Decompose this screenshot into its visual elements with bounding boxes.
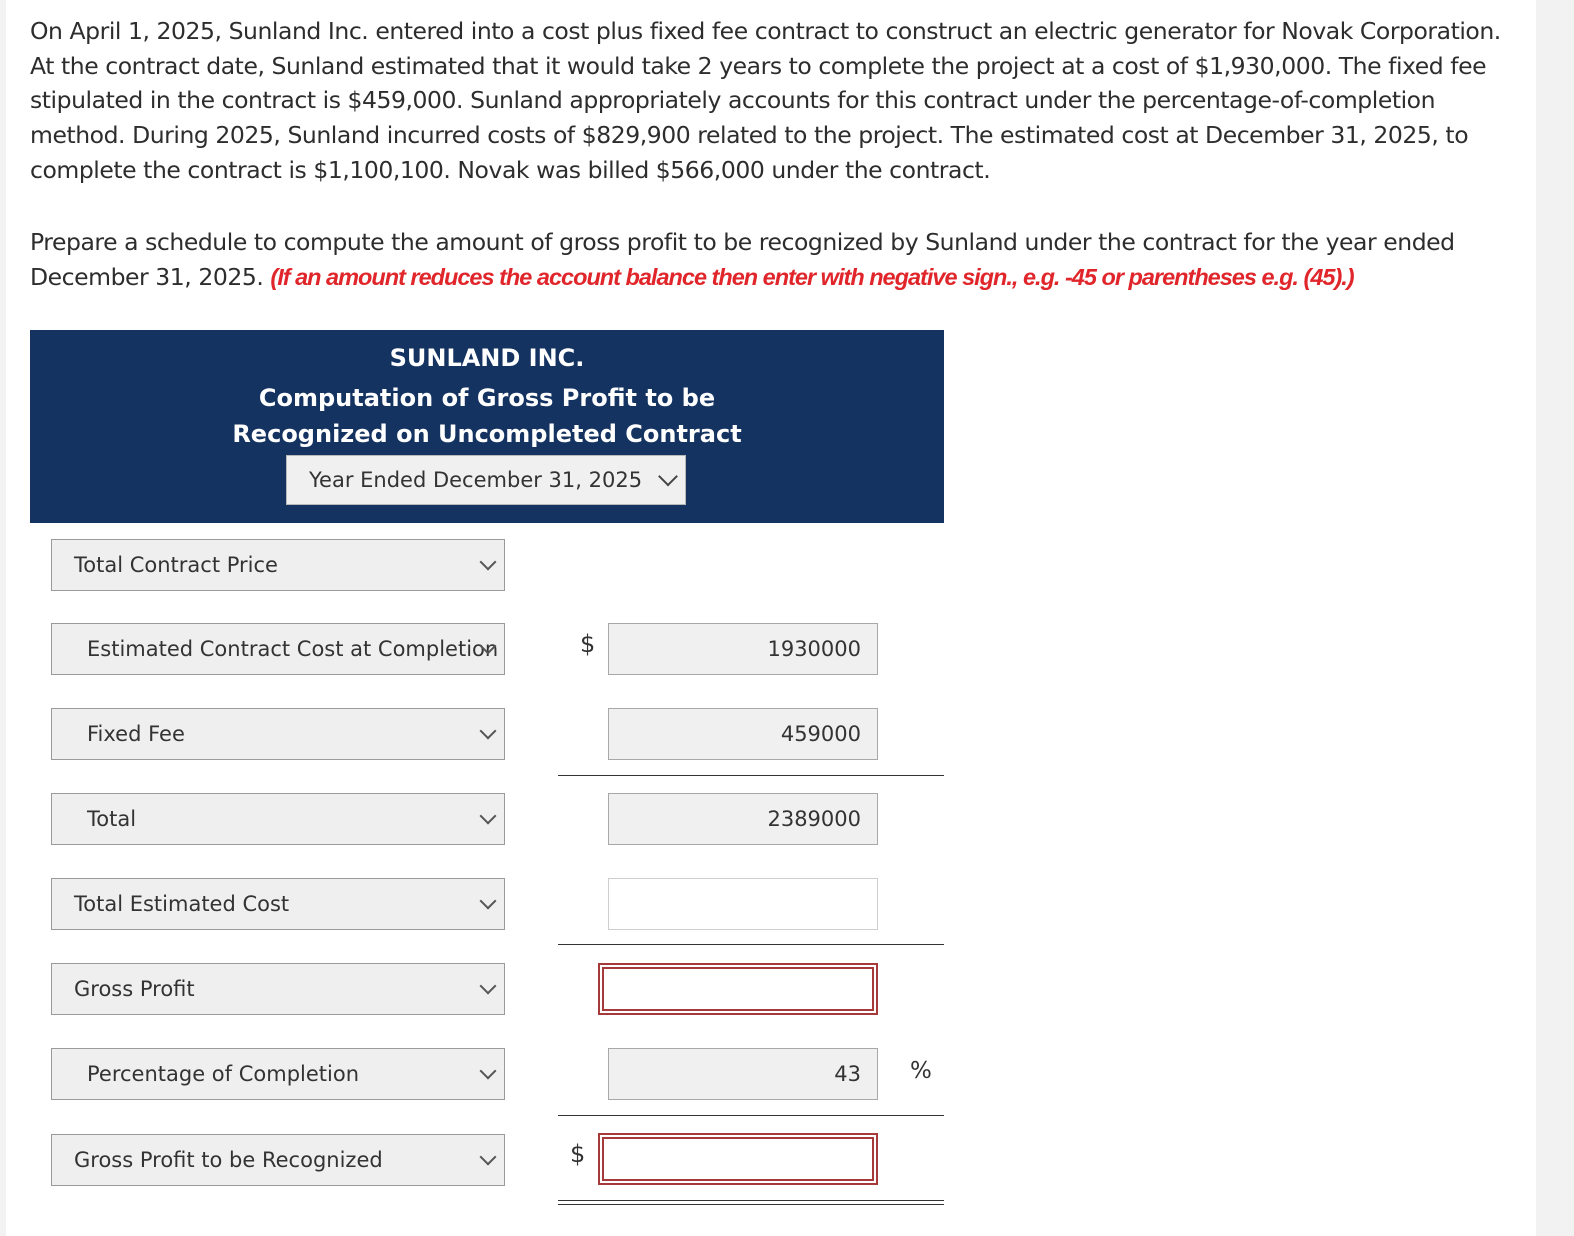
- amount-input-total[interactable]: [608, 793, 878, 845]
- row-label-select-total-estimated-cost[interactable]: [51, 878, 505, 930]
- amount-input-gross-profit[interactable]: [598, 963, 878, 1015]
- schedule-header: [30, 330, 944, 523]
- amount-input-percentage-of-completion[interactable]: [608, 1048, 878, 1100]
- amount-value: 2389000: [767, 807, 861, 831]
- row-label: Estimated Contract Cost at Completion: [87, 637, 499, 661]
- row-label-select-fixed-fee[interactable]: [51, 708, 505, 760]
- row-label-select-estimated-contract-cost[interactable]: [51, 623, 505, 675]
- row-label: Total Estimated Cost: [74, 892, 290, 916]
- period-select[interactable]: [286, 455, 686, 505]
- chevron-down-icon: [480, 808, 497, 825]
- dollar-sign: $: [570, 1140, 586, 1168]
- entry-instruction-note: (If an amount reduces the account balance then enter with negative sign., e.g. -45 or parentheses e.g. (45).): [270, 263, 1354, 290]
- row-label: Fixed Fee: [87, 722, 185, 746]
- amount-input-total-estimated-cost[interactable]: [608, 878, 878, 930]
- subtotal-rule: [558, 1115, 944, 1116]
- row-label-select-gross-profit-to-be-recognized[interactable]: [51, 1134, 505, 1186]
- subtotal-rule: [558, 775, 944, 776]
- subtotal-rule: [558, 944, 944, 945]
- row-label-select-total-contract-price[interactable]: [51, 539, 505, 591]
- chevron-down-icon: [480, 1149, 497, 1166]
- row-label-select-total[interactable]: [51, 793, 505, 845]
- row-label-select-percentage-of-completion[interactable]: [51, 1048, 505, 1100]
- amount-value: 459000: [780, 722, 861, 746]
- row-label: Gross Profit: [74, 977, 195, 1001]
- amount-input-estimated-contract-cost[interactable]: [608, 623, 878, 675]
- schedule-title: [30, 380, 944, 452]
- company-name: SUNLAND INC.: [389, 344, 585, 372]
- schedule-title-line2: Recognized on Uncompleted Contract: [232, 420, 742, 448]
- chevron-down-icon: [480, 723, 497, 740]
- row-label: Percentage of Completion: [87, 1062, 360, 1086]
- amount-value: 43: [834, 1062, 861, 1086]
- amount-input-fixed-fee[interactable]: [608, 708, 878, 760]
- chevron-down-icon: [480, 893, 497, 910]
- chevron-down-icon: [480, 1063, 497, 1080]
- prompt-text: Prepare a schedule to compute the amount of gross profit to be recognized by Sunland under the contract for the year ended December 31, 2025.: [30, 228, 1455, 291]
- problem-statement: [30, 14, 1520, 188]
- problem-paragraph: On April 1, 2025, Sunland Inc. entered into a cost plus fixed fee contract to construct an electric generator for Novak Corporation. At the contract date, Sunland estimated that it would take 2 years to complete the project at a cost of $1,930,000. The fixed fee stipulated in the contract is $459,000. Sunland appropriately accounts for this contract under the percentage-of-completion method. During 2025, Sunland incurred costs of $829,900 related to the project. The estimated cost at December 31, 2025, to complete the contract is $1,100,100. Novak was billed $566,000 under the contract.: [30, 17, 1501, 184]
- chevron-down-icon: [480, 554, 497, 571]
- amount-input-gross-profit-to-be-recognized[interactable]: [598, 1133, 878, 1185]
- period-select-value: Year Ended December 31, 2025: [309, 468, 643, 492]
- chevron-down-icon: [658, 467, 678, 487]
- row-label: Total: [87, 807, 137, 831]
- double-underline: [558, 1200, 944, 1205]
- chevron-down-icon: [480, 978, 497, 995]
- percent-sign: %: [910, 1058, 932, 1084]
- row-label: Gross Profit to be Recognized: [74, 1148, 383, 1172]
- dollar-sign: $: [580, 630, 596, 658]
- amount-value: 1930000: [767, 637, 861, 661]
- row-label-select-gross-profit[interactable]: [51, 963, 505, 1015]
- page: [6, 0, 1536, 1236]
- question-prompt: [30, 225, 1520, 294]
- row-label: Total Contract Price: [74, 553, 278, 577]
- schedule-title-line1: Computation of Gross Profit to be: [258, 384, 716, 412]
